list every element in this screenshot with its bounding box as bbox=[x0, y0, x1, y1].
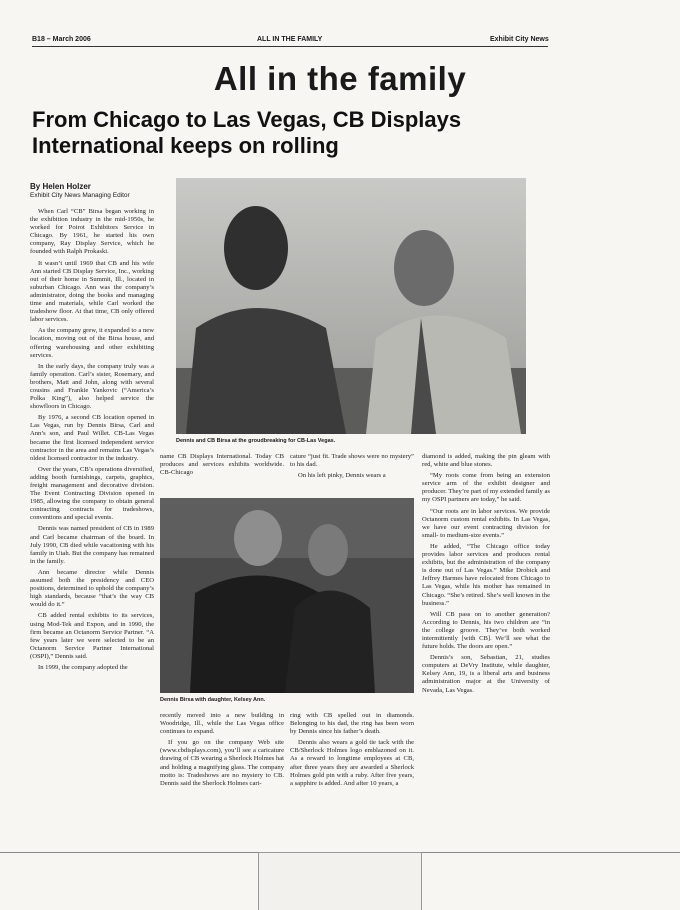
photo-groundbreaking-image bbox=[176, 178, 526, 434]
paragraph: It wasn’t until 1969 that CB and his wife Ann started CB Display Service, Inc., working out of their home in Summit, Ill., located in suburban Chicago. Ann was the company’s administrator, doing the books and managing time and materials, while Carl worked the tradeshow floor. At that time, CB only offered labor services. bbox=[30, 259, 154, 324]
byline-role: Exhibit City News Managing Editor bbox=[30, 192, 130, 199]
byline: By Helen Holzer bbox=[30, 182, 91, 191]
text-column-4 bbox=[422, 453, 550, 698]
paragraph: diamond is added, making the pin gleam with red, white and blue stones. bbox=[422, 453, 550, 469]
paragraph: If you go on the company Web site (www.cbdisplays.com), you’ll see a caricature drawing of CB wearing a Sherlock Holmes hat and holding a magnifying glass. The company motto is: Tradeshows are no mystery to CB. Dennis said the Sherlock Holmes cari- bbox=[160, 739, 284, 787]
paragraph: cature “just fit. Trade shows were no mystery” to his dad. bbox=[290, 453, 414, 469]
paragraph: “My roots come from being an extension service arm of the exhibit designer and producer. They’re part of my extended family as my OSPI partners are today,” he said. bbox=[422, 472, 550, 504]
paragraph: By 1976, a second CB location opened in Las Vegas, run by Dennis Birsa, Carl and Ann’s son, and Paul Willet. CB-Las Vegas became the first licensed independent service contractor in the area and remains Las Vegas’s oldest licensed contractor in the industry. bbox=[30, 414, 154, 462]
paragraph: Over the years, CB’s operations diversified, adding booth furnishings, carpets, graphics, freight management and decorative division. The Event Contracting Division opened in 1985, allowing the company to obtain general contracting contracts for tradeshows, conventions and special events. bbox=[30, 465, 154, 522]
paragraph: name CB Displays International. Today CB produces and services exhibits worldwide. CB-Chicago bbox=[160, 453, 284, 477]
text-column-2-top bbox=[160, 453, 284, 480]
photo-caption-top: Dennis and CB Birsa at the groudbreaking for CB-Las Vegas. bbox=[176, 438, 336, 444]
header-rule bbox=[32, 46, 548, 47]
photo-dennis-kelsey-image bbox=[160, 498, 414, 693]
paragraph: When Carl “CB” Birsa began working in the exhibition industry in the mid-1950s, he worked for Poirot Exhibitors Service in Chicago. By 1961, he started his own company, Ray Display Service, which he founded with Ralph Prokaski. bbox=[30, 208, 154, 256]
paragraph: CB added rental exhibits to its services, using Mod-Tek and Expon, and in 1990, the firm became an Octanorm Service Partner. “A few years later we were selected to be an Octanorm Service Partner International (OSPI),” Dennis said. bbox=[30, 612, 154, 660]
text-column-3-top bbox=[290, 453, 414, 483]
photo-groundbreaking bbox=[176, 178, 526, 434]
paragraph: Ann became director while Dennis assumed both the presidency and CEO positions, determined to uphold the company’s high standards, because “that’s the way CB would do it.” bbox=[30, 568, 154, 609]
paragraph: He added, “The Chicago office today provides labor services and produces rental exhibits, but the administration of the company is done out of Las Vegas.” Mike Drobick and Jeffrey Harmes have relocated from Chicago to Las Vegas, while his mother has remained in Chicago. “She’s retired. She’s well known in the business.” bbox=[422, 542, 551, 607]
scan-tab bbox=[258, 852, 422, 910]
paragraph: “Our roots are in labor services. We provide Octanorm custom rental exhibits. In Las Vegas, we have our event contracting division for small- to medium-size events.” bbox=[422, 507, 550, 539]
paragraph: ring with CB spelled out in diamonds. Belonging to his dad, the ring has been worn by Dennis since his father’s death. bbox=[290, 712, 414, 736]
paragraph: As the company grew, it expanded to a new location, moving out of the Birsa house, and offering warehousing and other exhibiting services. bbox=[30, 327, 154, 359]
paragraph: recently moved into a new building in Woodridge, Ill., while the Las Vegas office continues to expand. bbox=[160, 712, 284, 736]
headline: All in the family bbox=[213, 60, 467, 97]
text-column-1 bbox=[30, 208, 154, 836]
paragraph: Will CB pass on to another generation? According to Dennis, his two children are “in the college groove. They’ve both worked intermittently [with CB]. We’ll see what the future holds. The doors are open.” bbox=[422, 610, 550, 651]
paragraph: Dennis was named president of CB in 1989 and Carl became chairman of the board. In July 1990, CB died while vacationing with his family in Utah. But the company has remained in the family. bbox=[30, 525, 154, 565]
section-label: ALL IN THE FAMILY bbox=[257, 36, 323, 43]
photo-caption-bottom: Dennis Birsa with daughter, Kelsey Ann. bbox=[160, 697, 266, 703]
publication-name: Exhibit City News bbox=[490, 36, 549, 43]
subheadline: From Chicago to Las Vegas, CB Displays International keeps on rolling bbox=[32, 107, 462, 158]
paragraph: Dennis’s son, Sebastian, 21, studies computers at DeVry Institute, while daughter, Kelsey Ann, 19, is a liberal arts and business administration major at the University of Nevada, Las Vegas. bbox=[422, 654, 550, 694]
text-column-2-bottom bbox=[160, 712, 284, 791]
paragraph: Dennis also wears a gold tie tack with the CB/Sherlock Holmes logo emblazoned on it. As a reward to longtime employees at CB, after three years they are awarded a Sherlock Holmes gold pin with a ruby. After five years, a sapphire is added. And after 10 years, a bbox=[290, 739, 414, 787]
page-folio: B18 – March 2006 bbox=[32, 36, 91, 43]
paragraph: In 1999, the company adopted the bbox=[38, 663, 128, 671]
text-column-3-bottom bbox=[290, 712, 414, 791]
photo-dennis-kelsey bbox=[160, 498, 414, 693]
paragraph: On his left pinky, Dennis wears a bbox=[298, 472, 386, 480]
paragraph: In the early days, the company truly was a family operation. Carl’s sister, Rosemary, and brothers, Matt and John, along with several cousins and Frankie Yankovic (“America’s Polka King”), also helped service the showfloors in Chicago. bbox=[30, 362, 154, 411]
